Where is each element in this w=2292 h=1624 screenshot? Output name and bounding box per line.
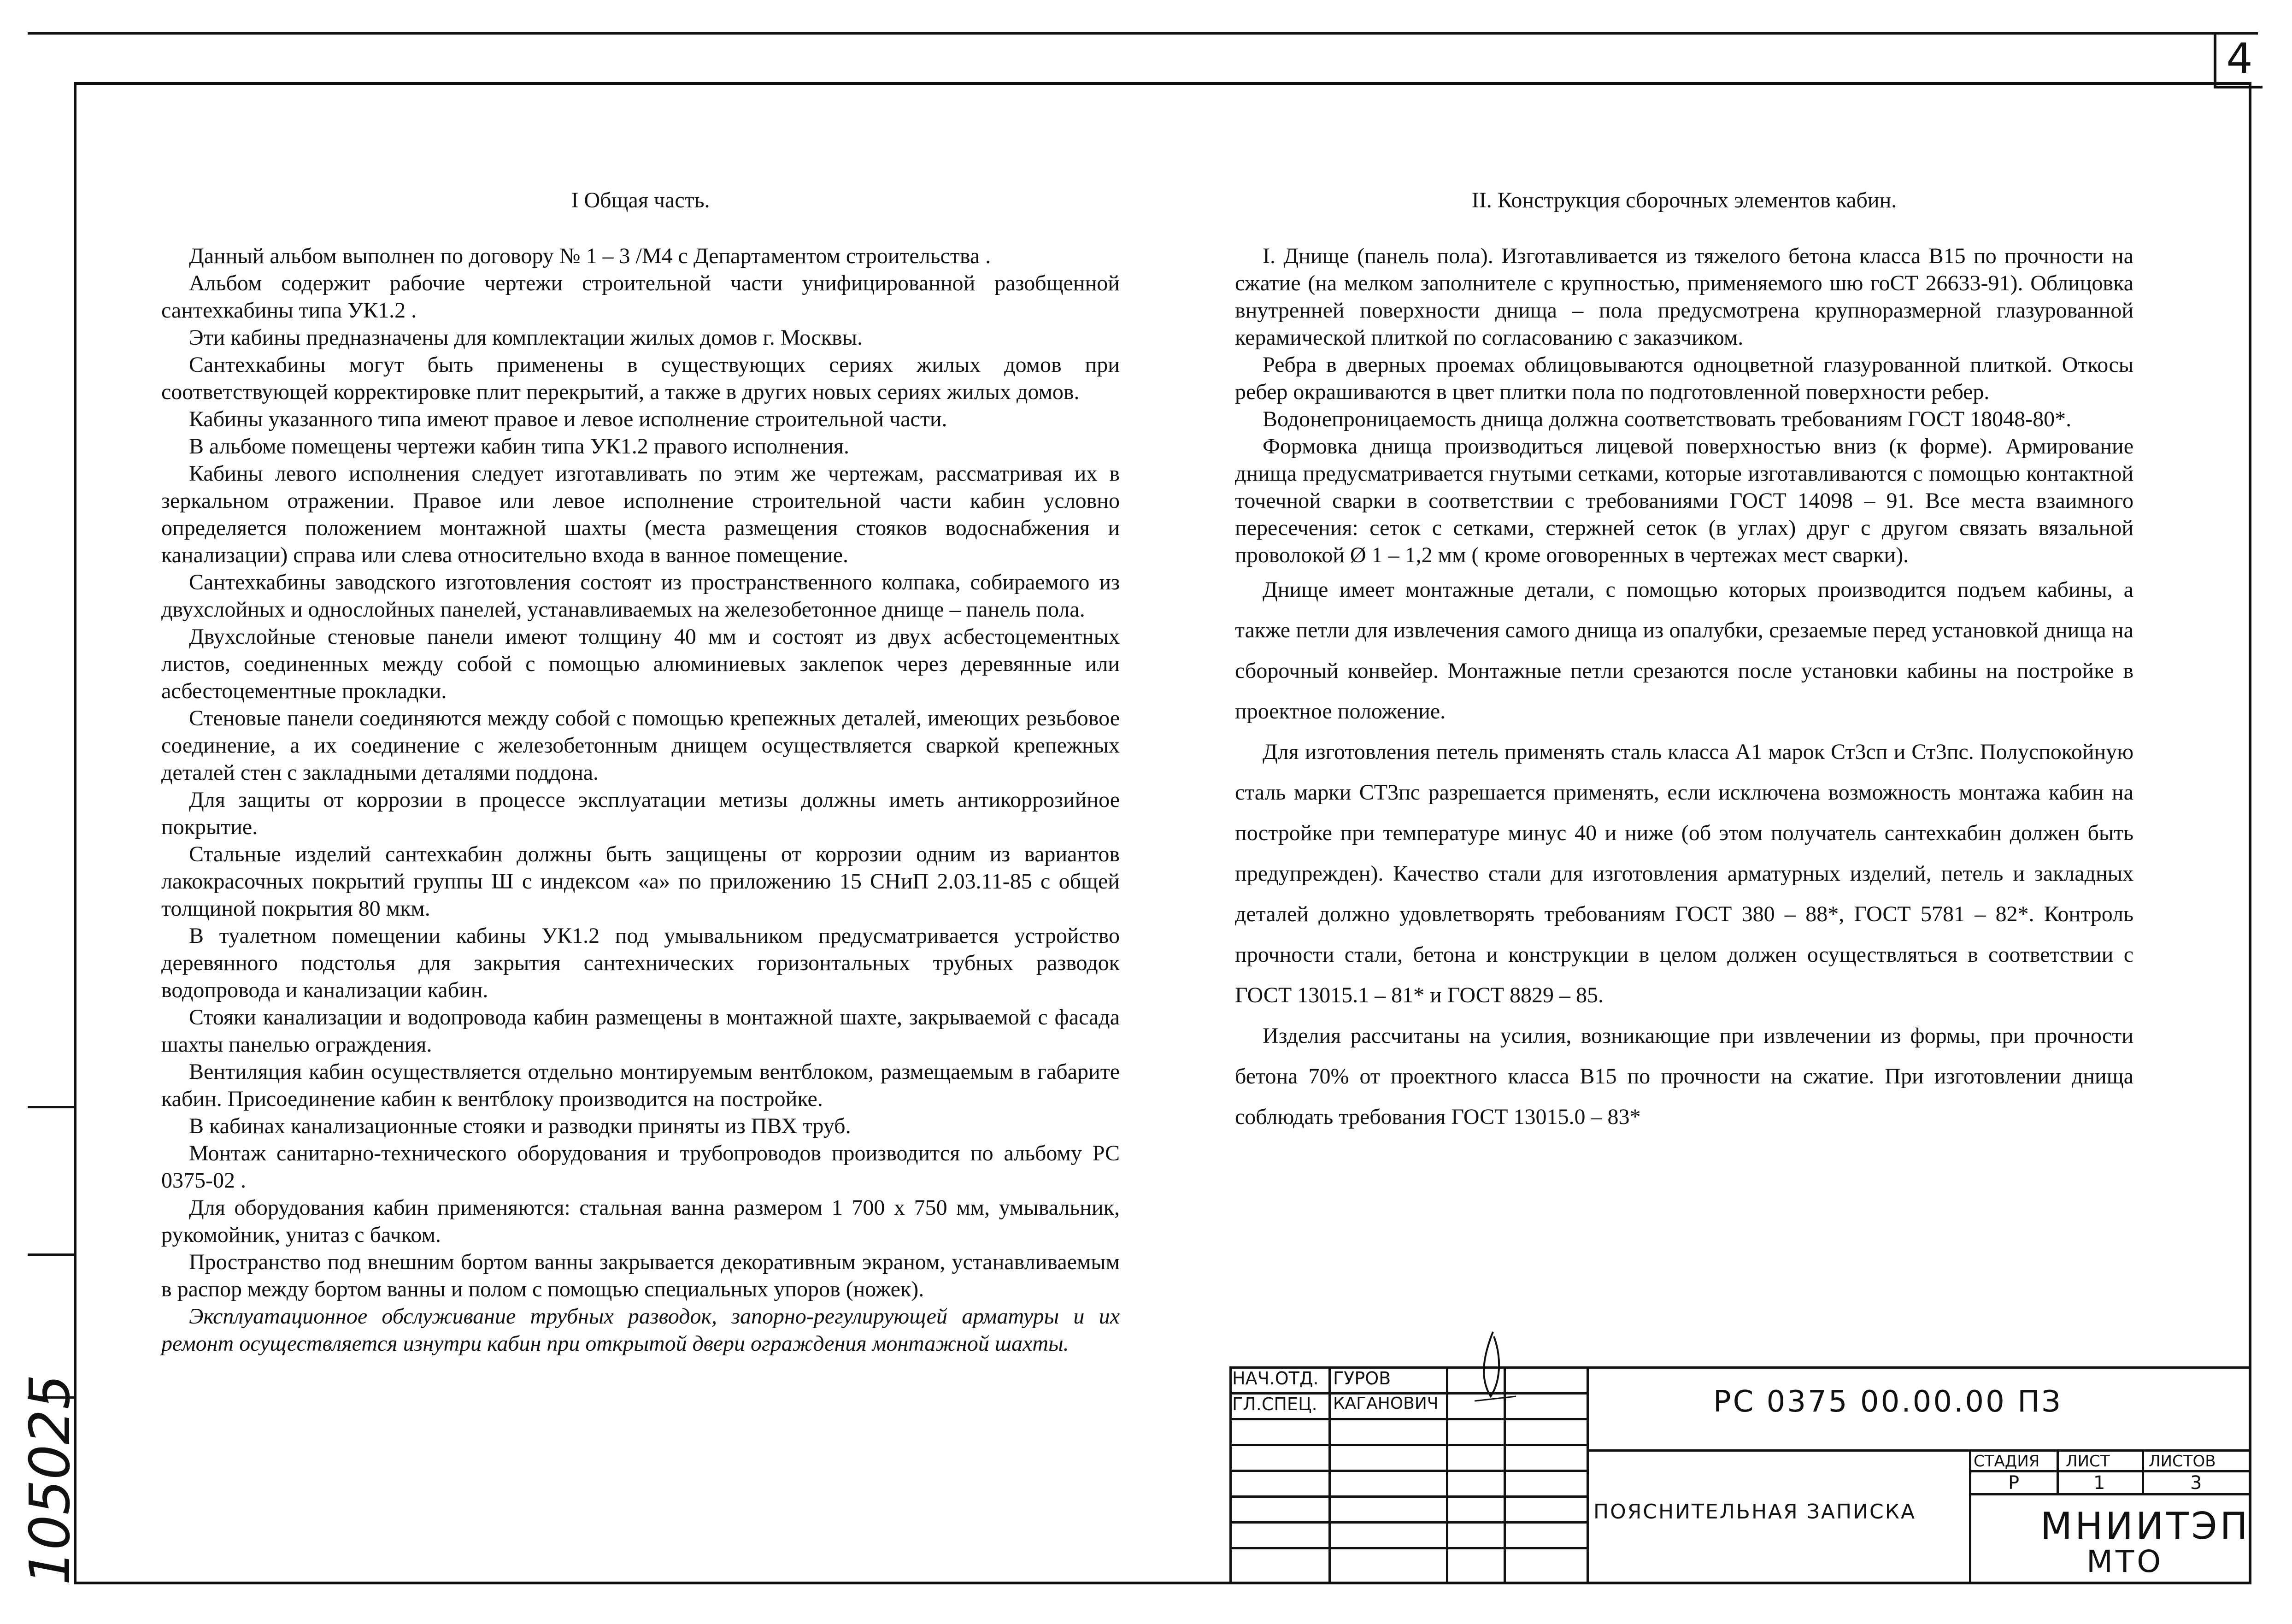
section-title: I Общая часть. — [571, 188, 710, 212]
general-section — [161, 187, 1120, 1357]
margin-stamp-text: 105025 — [18, 1374, 82, 1585]
top-border-line — [28, 32, 2258, 35]
paragraph: Водонепроницаемость днища должна соответствовать требованиям ГОСТ 18048-80*. — [1263, 407, 2072, 431]
organization-unit: МТО — [2086, 1544, 2164, 1579]
paragraph: В кабинах канализационные стояки и разводки приняты из ПВХ труб. — [189, 1114, 851, 1138]
paragraph: Эти кабины предназначены для комплектации жилых домов г. Москвы. — [189, 325, 863, 350]
name-head-department: ГУРОВ — [1333, 1368, 1391, 1389]
margin-tick — [28, 1253, 74, 1256]
margin-tick — [28, 1106, 74, 1108]
sheet-header: ЛИСТ — [2066, 1452, 2110, 1471]
document-title: ПОЯСНИТЕЛЬНАЯ ЗАПИСКА — [1593, 1500, 1916, 1524]
sheet-number: 4 — [2214, 32, 2263, 88]
paragraph: Сантехкабины могут быть применены в существующих сериях жилых домов при соответствующей корректировке плит перекрытий, а также в других новых сериях жилых домов. — [161, 353, 1120, 404]
paragraph: Ребра в дверных проемах облицовываются одноцветной глазурованной плиткой. Откосы ребер окрашиваются в цвет плитки пола по подготовленной поверхности ребер. — [1235, 353, 2133, 404]
paragraph: Изделия рассчитаны на усилия, возникающие при извлечении из формы, при прочности бетона 70% от проектного класса В15 по прочности на сжатие. При изготовлении днища соблюдать требования ГОСТ 13015.0 – 83* — [1235, 1024, 2133, 1129]
sheet-value: 1 — [2093, 1472, 2105, 1494]
paragraph: Эксплуатационное обслуживание трубных разводок, запорно-регулирующей арматуры и их ремонт осуществляется изнутри кабин при открытой двери ограждения монтажной шахты. — [161, 1304, 1120, 1356]
paragraph: В альбоме помещены чертежи кабин типа УК1.2 правого исполнения. — [189, 434, 849, 459]
paragraph: Пространство под внешним бортом ванны закрывается декоративным экраном, устанавливаемым в распор между бортом ванны и полом с помощью специальных упоров (ножек). — [161, 1250, 1120, 1301]
paragraph: I. Днище (панель пола). Изготавливается из тяжелого бетона класса В15 по прочности на сжатие (на мелком заполнителе с крупностью, применяемого шю гоСТ 26633-91). Облицовка внутренней поверхности днища – пола предусмотрена крупноразмерной глазурованной керамической плиткой по согласованию с заказчиком. — [1235, 244, 2133, 350]
paragraph: Вентиляция кабин осуществляется отдельно монтируемым вентблоком, размещаемым в габарите кабин. Присоединение кабин к вентблоку производится на постройке. — [161, 1059, 1120, 1111]
paragraph: Формовка днища производиться лицевой поверхностью вниз (к форме). Армирование днища предусматривается гнутыми сетками, которые изготавливаются с помощью контактной точечной сварки в соответствии с требованиями ГОСТ 14098 – 91. Все места взаимного пересечения: сеток с сетками, стержней сеток (в углах) друг с другом связать вязальной проволокой Ø 1 – 1,2 мм ( кроме оговоренных в чертежах мест сварки). — [1235, 434, 2133, 567]
paragraph: В туалетном помещении кабины УК1.2 под умывальником предусматривается устройство деревянного подстолья для закрытия сантехнических горизонтальных трубных разводок водопровода и канализации кабин. — [161, 924, 1120, 1002]
paragraph: Для изготовления петель применять сталь класса А1 марок Ст3сп и Ст3пс. Полуспокойную сталь марки СТ3пс разрешается применять, если исключена возможность монтажа кабин на постройке при температуре минус 40 и ниже (об этом получатель сантехкабин должен быть предупрежден). Качество стали для изготовления арматурных изделий, петель и закладных деталей должно удовлетворять требованиям ГОСТ 380 – 88*, ГОСТ 5781 – 82*. Контроль прочности стали, бетона и конструкции в целом должен осуществляться в соответствии с ГОСТ 13015.1 – 81* и ГОСТ 8829 – 85. — [1235, 740, 2133, 1007]
margin-stamp — [18, 1327, 83, 1585]
paragraph: Данный альбом выполнен по договору № 1 – 3 /M4 с Департаментом строительства . — [189, 244, 991, 268]
name-chief-specialist: КАГАНОВИЧ — [1333, 1394, 1439, 1413]
stage-value: Р — [2008, 1472, 2020, 1494]
sheets-header: ЛИСТОВ — [2149, 1452, 2216, 1471]
section-title: II. Конструкция сборочных элементов кабин. — [1471, 188, 1897, 212]
paragraph: Альбом содержит рабочие чертежи строительной части унифицированной разобщенной сантехкабины типа УК1.2 . — [161, 271, 1120, 323]
paragraph: Для оборудования кабин применяются: стальная ванна размером 1 700 х 750 мм, умывальник, рукомойник, унитаз с бачком. — [161, 1195, 1120, 1247]
paragraph: Стеновые панели соединяются между собой с помощью крепежных деталей, имеющих резьбовое соединение, а их соединение с железобетонным днищем осуществляется сваркой крепежных деталей стен с закладными деталями поддона. — [161, 706, 1120, 785]
paragraph: Для защиты от коррозии в процессе эксплуатации метизы должны иметь антикоррозийное покрытие. — [161, 788, 1120, 839]
sheets-value: 3 — [2190, 1472, 2202, 1494]
paragraph: Монтаж санитарно-технического оборудования и трубопроводов производится по альбому РС 0375-02 . — [161, 1141, 1120, 1193]
paragraph: Кабины указанного типа имеют правое и левое исполнение строительной части. — [189, 407, 947, 431]
stage-header: СТАДИЯ — [1974, 1452, 2040, 1471]
document-code: РС 0375 00.00.00 ПЗ — [1713, 1385, 2063, 1419]
construction-section — [1235, 187, 2133, 1137]
paragraph: Стальные изделий сантехкабин должны быть защищены от коррозии одним из вариантов лакокрасочных покрытий группы Ш с индексом «а» по приложению 15 СНиП 2.03.11-85 с общей толщиной покрытия 80 мкм. — [161, 842, 1120, 921]
role-head-department: НАЧ.ОТД. — [1232, 1368, 1319, 1389]
title-block — [1229, 1366, 2251, 1584]
paragraph: Кабины левого исполнения следует изготавливать по этим же чертежам, рассматривая их в зеркальном отражении. Правое или левое исполнение строительной части кабин условно определяется положением монтажной шахты (места размещения стояков водоснабжения и канализации) справа или слева относительно входа в ванное помещение. — [161, 461, 1120, 567]
paragraph: Двухслойные стеновые панели имеют толщину 40 мм и состоят из двух асбестоцементных листов, соединенных между собой с помощью алюминиевых заклепок через деревянные или асбестоцементные прокладки. — [161, 624, 1120, 703]
paragraph: Днище имеет монтажные детали, с помощью которых производится подъем кабины, а также петли для извлечения самого днища из опалубки, срезаемые перед установкой днища на сборочный конвейер. Монтажные петли срезаются после установки кабины на постройке в проектное положение. — [1235, 577, 2133, 724]
paragraph: Сантехкабины заводского изготовления состоят из пространственного колпака, собираемого из двухслойных и однослойных панелей, устанавливаемых на железобетонное днище – панель пола. — [161, 570, 1120, 622]
paragraph: Стояки канализации и водопровода кабин размещены в монтажной шахте, закрываемой с фасада шахты панелью ограждения. — [161, 1005, 1120, 1057]
organization-name: МНИИТЭП — [2040, 1505, 2251, 1548]
role-chief-specialist: ГЛ.СПЕЦ. — [1232, 1394, 1317, 1414]
